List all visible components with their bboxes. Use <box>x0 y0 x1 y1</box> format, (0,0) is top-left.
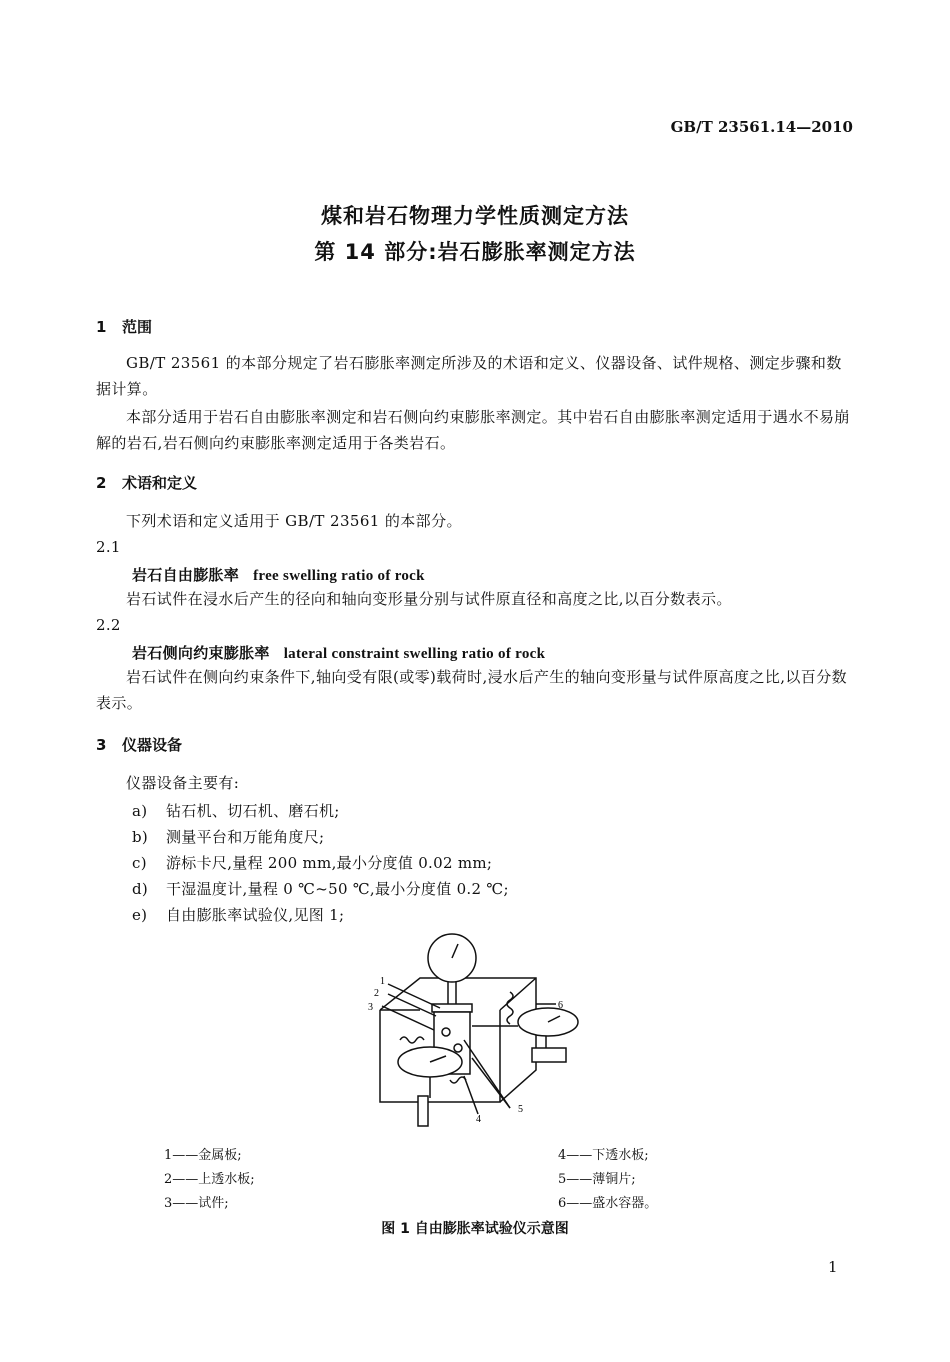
page-number: 1 <box>828 1258 838 1276</box>
legend-item: 1——金属板; <box>164 1148 242 1163</box>
legend-item: 4——下透水板; <box>558 1148 649 1163</box>
list-text: 测量平台和万能角度尺; <box>166 828 325 846</box>
section-number: 2 <box>96 474 107 492</box>
list-label: d) <box>132 880 149 898</box>
term-number: 2.2 <box>96 616 121 634</box>
callout-5: 5 <box>518 1104 523 1115</box>
term-definition: 岩石试件在浸水后产生的径向和轴向变形量分别与试件原直径和高度之比,以百分数表示。 <box>126 590 732 608</box>
callout-1: 1 <box>380 976 385 987</box>
term-chinese: 岩石侧向约束膨胀率 <box>132 644 270 662</box>
term-heading <box>132 642 545 663</box>
term-heading <box>132 564 425 585</box>
legend-item: 5——薄铜片; <box>558 1172 636 1187</box>
section-2-heading <box>96 472 197 493</box>
list-text: 自由膨胀率试验仪,见图 1; <box>166 906 345 924</box>
list-text: 钻石机、切石机、磨石机; <box>166 802 340 820</box>
legend-item: 3——试件; <box>164 1196 229 1211</box>
list-item <box>132 852 492 873</box>
callout-6: 6 <box>558 1000 563 1011</box>
section-number: 3 <box>96 736 107 754</box>
section-1-paragraph-2: 本部分适用于岩石自由膨胀率测定和岩石侧向约束膨胀率测定。其中岩石自由膨胀率测定适用于遇水不易崩解的岩石,岩石侧向约束膨胀率测定适用于各类岩石。 <box>96 408 850 452</box>
swelling-apparatus-diagram <box>360 930 600 1135</box>
list-item <box>132 826 324 847</box>
term-number: 2.1 <box>96 538 121 556</box>
list-item <box>132 800 340 821</box>
title-line-2: 第 14 部分:岩石膨胀率测定方法 <box>314 240 636 264</box>
section-3-heading <box>96 734 182 755</box>
title-line-1: 煤和岩石物理力学性质测定方法 <box>321 204 629 228</box>
term-english: free swelling ratio of rock <box>253 568 425 584</box>
list-text: 游标卡尺,量程 200 mm,最小分度值 0.02 mm; <box>166 854 493 872</box>
legend-item: 6——盛水容器。 <box>558 1196 658 1211</box>
section-2-intro: 下列术语和定义适用于 GB/T 23561 的本部分。 <box>126 512 462 530</box>
figure-caption: 图 1 自由膨胀率试验仪示意图 <box>381 1221 569 1237</box>
list-label: b) <box>132 828 149 846</box>
section-number: 1 <box>96 318 107 336</box>
section-title: 术语和定义 <box>122 474 198 492</box>
legend-item: 2——上透水板; <box>164 1172 255 1187</box>
callout-4: 4 <box>476 1114 481 1125</box>
list-text: 干湿温度计,量程 0 ℃~50 ℃,最小分度值 0.2 ℃; <box>166 880 509 898</box>
callout-3: 3 <box>368 1002 373 1013</box>
metal-plate <box>432 1004 472 1012</box>
list-item <box>132 878 509 899</box>
section-1-paragraph-1: GB/T 23561 的本部分规定了岩石膨胀率测定所涉及的术语和定义、仪器设备、试件规格、测定步骤和数据计算。 <box>96 354 842 398</box>
section-title: 范围 <box>122 318 153 336</box>
callout-2: 2 <box>374 988 379 999</box>
section-3-intro: 仪器设备主要有: <box>126 774 240 792</box>
term-english: lateral constraint swelling ratio of rock <box>283 646 546 662</box>
section-title: 仪器设备 <box>122 736 183 754</box>
list-label: c) <box>132 854 147 872</box>
standard-number: GB/T 23561.14—2010 <box>670 118 853 136</box>
term-definition: 岩石试件在侧向约束条件下,轴向受有限(或零)载荷时,浸水后产生的轴向变形量与试件原高度之比,以百分数表示。 <box>96 668 848 712</box>
list-label: e) <box>132 906 148 924</box>
section-1-heading <box>96 316 152 337</box>
list-label: a) <box>132 802 148 820</box>
list-item <box>132 904 344 925</box>
term-chinese: 岩石自由膨胀率 <box>132 566 240 584</box>
